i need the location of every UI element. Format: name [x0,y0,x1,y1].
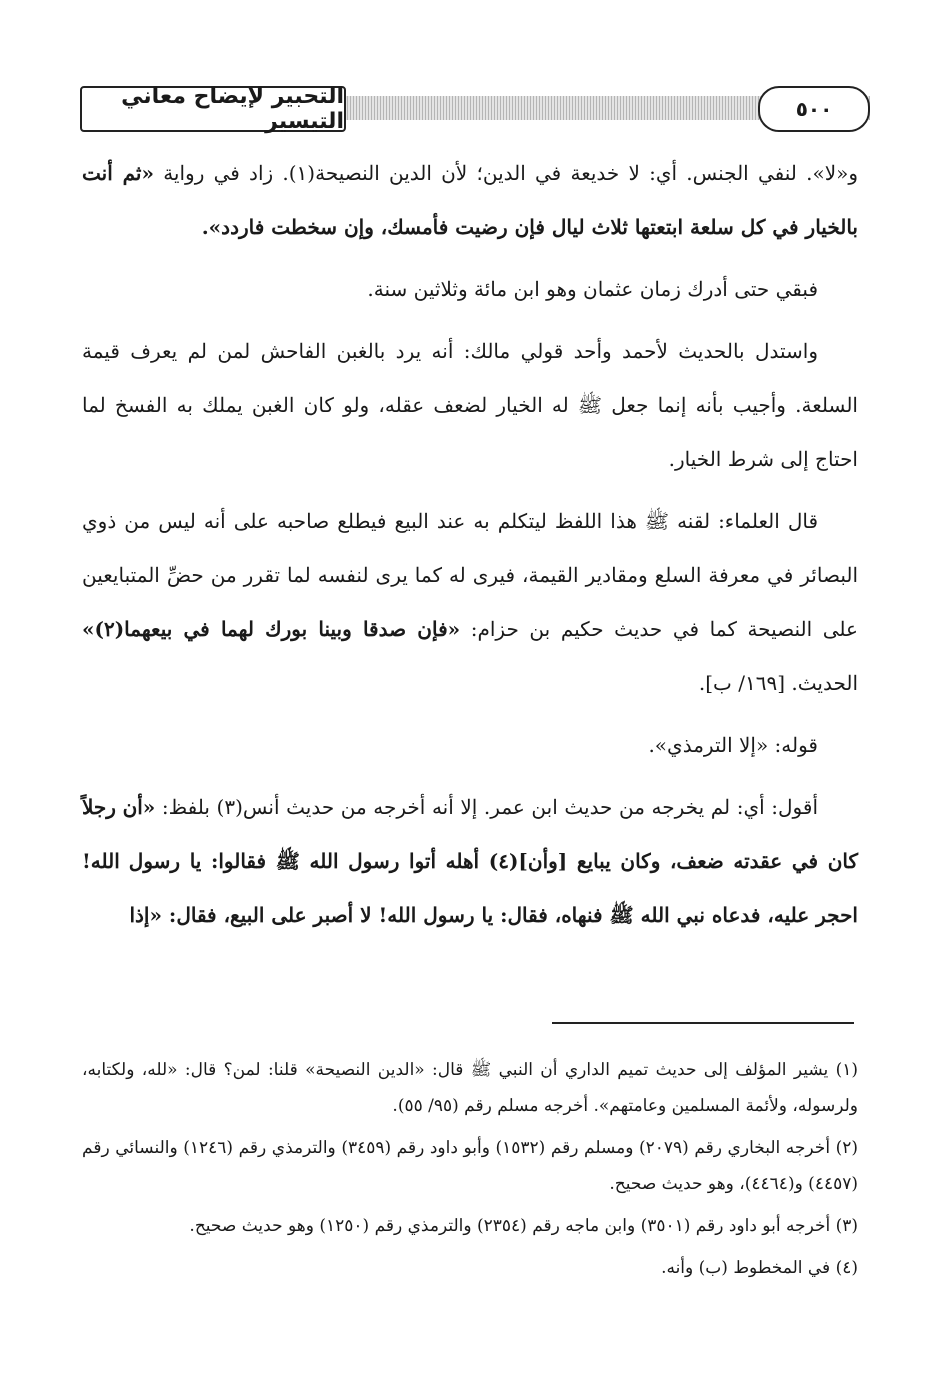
paragraph-4-hadith-quote: «فإن صدقا وبينا بورك لهما في بيعهما(٢)» [82,617,461,641]
paragraph-1-line-1: و«لا». لنفي الجنس. أي: لا خديعة في الدين؛ لأن الدين النصيحة(١). زاد في رواية [163,161,858,185]
footnote-2 [82,1130,858,1202]
paragraph-4 [82,494,858,710]
footnote-4-line-1: (٤) في المخطوط (ب) وأنه. [661,1258,858,1278]
footnote-3 [82,1208,858,1244]
paragraph-1-line-2: «ثم أنت بالخيار في كل سلعة ابتعتها ثلاث ليال فإن رضيت فأمسك، وإن سخطت فاردد». [82,161,858,239]
paragraph-5-line-1: قوله: «إلا الترمذي». [648,733,818,757]
paragraph-4-line-3-text: المتبايعين على النصيحة كما في حديث حكيم بن حزام: [82,563,858,641]
paragraph-3-line-2: السلعة. وأجيب بأنه إنما جعل ﷺ له الخيار لضعف عقله، ولو كان الغبن يملك به الفسخ لما [82,393,858,417]
footnote-divider [552,1022,854,1024]
paragraph-1 [82,146,858,254]
footnote-1 [82,1052,858,1124]
footnote-4 [82,1250,858,1286]
footnote-1-line-2: ولرسوله، ولأئمة المسلمين وعامتهم». أخرجه مسلم رقم (٩٥/ ٥٥). [392,1096,858,1116]
running-header [80,86,870,142]
paragraph-6 [82,780,858,942]
paragraph-4-line-1: قال العلماء: لقنه ﷺ هذا اللفظ ليتكلم به عند البيع فيطلع صاحبه على أنه ليس من [124,509,818,533]
paragraph-6-line-3: الله! احجر عليه، فدعاه نبي الله ﷺ فنهاه، فقال: يا رسول الله! لا أصبر على البيع، فقال: «إذا [82,849,858,927]
main-text [82,146,858,942]
footnote-2-line-1: (٢) أخرجه البخاري رقم (٢٠٧٩) ومسلم رقم (١٥٣٢) وأبو داود رقم (٣٤٥٩) والترمذي رقم [238,1138,858,1158]
footnote-2-line-2: (١٢٤٦) والنسائي رقم (٤٤٥٧) و(٤٤٦٤)، وهو حديث صحيح. [82,1138,858,1194]
paragraph-5 [82,718,858,772]
paragraph-3-line-3: احتاج إلى شرط الخيار. [668,447,858,471]
footnotes [82,1052,858,1286]
paragraph-4-line-2: ذوي البصائر في معرفة السلع ومقادير القيمة، فيرى له كما يرى لنفسه لما تقرر من حضِّ [82,509,859,587]
book-title-frame [80,86,346,132]
paragraph-2-line-1: فبقي حتى أدرك زمان عثمان وهو ابن مائة وثلاثين سنة. [367,277,818,301]
footnote-1-line-1: (١) يشير المؤلف إلى حديث تميم الداري أن النبي ﷺ قال: «الدين النصيحة» قلنا: لمن؟ قال: «لله، ولكتابه، [82,1060,858,1080]
page-number-frame [758,86,870,132]
paragraph-4-line-4: الحديث. [١٦٩/ ب]. [698,671,858,695]
paragraph-3-line-1: واستدل بالحديث لأحمد وأحد قولي مالك: أنه يرد بالغبن الفاحش لمن لم يعرف قيمة [82,339,818,363]
page-number: ٥٠٠ [795,97,833,121]
paragraph-3 [82,324,858,486]
footnote-3-line-1: (٣) أخرجه أبو داود رقم (٣٥٠١) وابن ماجه رقم (٢٣٥٤) والترمذي رقم (١٢٥٠) وهو حديث صحيح. [189,1216,858,1236]
book-title: التحبير لإيضاح معاني التيسير [121,84,344,134]
paragraph-6-line-2: رجلاً كان في عقدته ضعف، وكان يبايع [وأن](٤) أهله أتوا رسول الله ﷺ فقالوا: يا رسول [82,795,858,873]
paragraph-6-line-1-text: أقول: أي: لم يخرجه من حديث ابن عمر. إلا أنه أخرجه من حديث أنس(٣) بلفظ: [155,795,818,819]
paragraph-6-quote-start: «أن [122,795,156,819]
paragraph-2 [82,262,858,316]
